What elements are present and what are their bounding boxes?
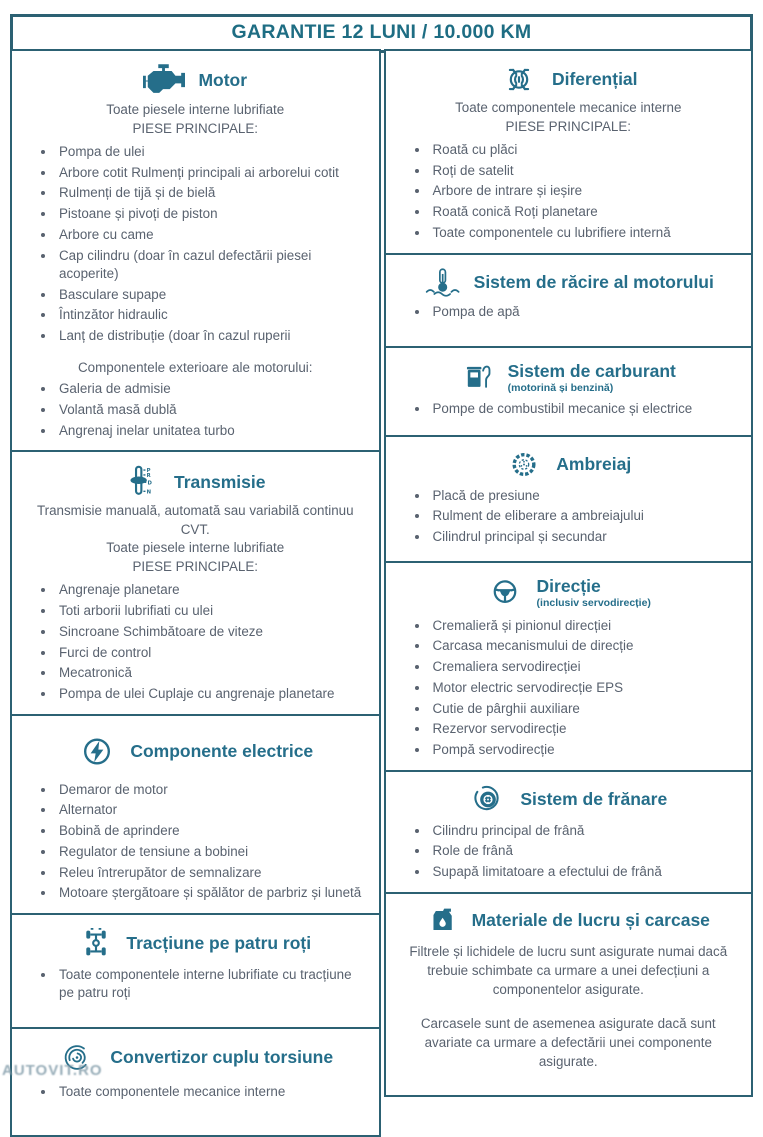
section-title: Ambreiaj xyxy=(556,454,632,475)
list-item: • Angrenaje planetare xyxy=(56,581,369,599)
list-item: • Cremaliera servodirecției xyxy=(430,658,742,676)
section-title: Componente electrice xyxy=(130,741,314,762)
text-line: Carcasele sunt de asemenea asigurate dacă sunt avariate ca urmare a defectării unei componente asigurate. xyxy=(420,1016,716,1070)
text-line: Transmisie manuală, automată sau variabilă continuu CVT. xyxy=(36,503,354,537)
section-title: Sistem de carburant xyxy=(507,360,676,381)
lightning-icon xyxy=(77,736,117,767)
section-title: Tracțiune pe patru roți xyxy=(126,932,312,953)
fuel-pump-icon xyxy=(461,363,495,392)
oil-canister-icon xyxy=(427,907,459,934)
list-item: • Volantă masă dublă xyxy=(56,401,369,419)
component-list xyxy=(22,143,369,345)
list-item: • Bobină de aprindere xyxy=(56,822,369,840)
component-list xyxy=(396,822,742,882)
list-item: • Cremalieră și pinionul direcției xyxy=(430,617,742,635)
text-line: PIESE PRINCIPALE: xyxy=(505,118,632,134)
watermark: AUTOVIT.RO xyxy=(2,1062,103,1079)
list-item: • Galeria de admisie xyxy=(56,380,369,398)
list-item: • Pompe de combustibil mecanice și electrice xyxy=(430,400,742,418)
list-item: • Cilindru principal de frână xyxy=(430,822,742,840)
component-list xyxy=(396,303,742,321)
steering-wheel-icon xyxy=(486,578,524,607)
list-item: • Arbore de intrare și ieșire xyxy=(430,182,742,200)
list-item: • Rulment de eliberare a ambreiajului xyxy=(430,507,742,525)
component-list xyxy=(22,966,369,1002)
right-column xyxy=(384,51,754,1137)
svg-text:P: P xyxy=(146,468,151,475)
list-item: • Toti arborii lubrifiati cu ulei xyxy=(56,602,369,620)
section-motor xyxy=(10,49,381,452)
list-item: • Supapă limitatoare a efectului de frână xyxy=(430,863,742,881)
section-intro xyxy=(26,502,365,576)
list-item: • Pompa de ulei Cuplaje cu angrenaje planetare xyxy=(56,685,369,703)
section-header xyxy=(396,361,742,394)
section-carburant xyxy=(384,346,754,437)
list-item: • Motor electric servodirecție EPS xyxy=(430,679,742,697)
list-item: • Lanț de distribuție (doar în cazul ruperii xyxy=(56,327,369,345)
section-title: Sistem de răcire al motorului xyxy=(473,272,714,293)
list-item: • Arbore cotit Rulmenți principali ai arborelui cotit xyxy=(56,164,369,182)
engine-icon xyxy=(143,64,185,97)
list-item: • Întinzător hidraulic xyxy=(56,306,369,324)
list-item: • Motoare ștergătoare și spălător de parbriz și lunetă xyxy=(56,884,369,902)
section-title: Sistem de frănare xyxy=(520,789,668,810)
list-item: • Toate componentele mecanice interne xyxy=(56,1083,369,1101)
list-item: • Mecatronică xyxy=(56,664,369,682)
list-item: • Roți de satelit xyxy=(430,162,742,180)
component-list xyxy=(22,581,369,703)
list-item: • Cilindrul principal și secundar xyxy=(430,528,742,546)
list-item: • Basculare supape xyxy=(56,286,369,304)
thermometer-icon xyxy=(423,268,461,297)
component-list xyxy=(22,781,369,903)
text-line: Toate piesele interne lubrifiate xyxy=(106,540,285,556)
list-item: • Arbore cu came xyxy=(56,226,369,244)
list-item: • Releu întrerupător de semnalizare xyxy=(56,864,369,882)
component-list xyxy=(396,141,742,242)
section-tractiune xyxy=(10,913,381,1029)
section-title: Motor xyxy=(198,70,248,91)
list-item: • Role de frână xyxy=(430,842,742,860)
section-header xyxy=(396,450,742,479)
left-column xyxy=(10,51,381,1137)
section-header xyxy=(22,465,369,498)
component-list xyxy=(22,380,369,440)
component-list xyxy=(396,487,742,547)
title-block xyxy=(508,361,676,394)
section-title: Diferențial xyxy=(551,69,638,90)
list-item: • Angrenaj inelar unitatea turbo xyxy=(56,422,369,440)
section-title: Direcție xyxy=(536,575,601,596)
list-item: • Pistoane și pivoți de piston xyxy=(56,205,369,223)
section-intro xyxy=(26,101,365,138)
list-item: • Rezervor servodirecție xyxy=(430,720,742,738)
list-item: • Furci de control xyxy=(56,644,369,662)
section-intro xyxy=(400,99,738,136)
text-line: PIESE PRINCIPALE: xyxy=(132,558,259,574)
differential-icon xyxy=(499,64,539,95)
section-diferential xyxy=(384,49,754,255)
section-paragraphs xyxy=(402,942,736,1071)
text-line: Filtrele și lichidele de lucru sunt asigurate numai dacă trebuie schimbate ca urmare a unei defecțiuni a componentelor asigurate. xyxy=(409,943,728,997)
section-subtitle: (inclusiv servodirecție) xyxy=(536,596,651,609)
section-materiale xyxy=(384,892,754,1097)
section-componente-electrice xyxy=(10,714,381,915)
list-item: • Roată cu plăci xyxy=(430,141,742,159)
columns xyxy=(10,51,753,1137)
title-block xyxy=(537,576,651,609)
section-title: Transmisie xyxy=(174,471,266,492)
text-line: PIESE PRINCIPALE: xyxy=(132,120,259,136)
svg-text:R: R xyxy=(146,473,151,480)
list-item: • Demaror de motor xyxy=(56,781,369,799)
list-item: • Carcasa mecanismului de direcție xyxy=(430,637,742,655)
list-item: • Alternator xyxy=(56,801,369,819)
list-item: • Cutie de pârghii auxiliare xyxy=(430,700,742,718)
section-franare xyxy=(384,770,754,894)
section-title: Convertizor cuplu torsiune xyxy=(110,1047,334,1068)
section-title: Materiale de lucru și carcase xyxy=(471,910,710,931)
section-header xyxy=(396,576,742,609)
section-subtitle: (motorină și benzină) xyxy=(507,381,614,394)
svg-text:D: D xyxy=(147,480,152,487)
list-item: • Cap cilindru (doar în cazul defectării piesei acoperite) xyxy=(56,247,369,283)
component-list xyxy=(396,617,742,760)
list-item: • Rulmenți de tijă și de bielă xyxy=(56,184,369,202)
section-header xyxy=(396,64,742,95)
list-item: • Pompa de apă xyxy=(430,303,742,321)
svg-text:N: N xyxy=(146,489,152,496)
text-line: Toate piesele interne lubrifiate xyxy=(106,102,285,117)
section-transmisie xyxy=(10,450,381,715)
title-bar xyxy=(10,14,753,53)
component-list xyxy=(396,400,742,418)
list-item: • Sincroane Schimbătoare de viteze xyxy=(56,623,369,641)
section-header xyxy=(396,907,742,934)
section-convertizor xyxy=(10,1027,381,1137)
section-directie xyxy=(384,561,754,772)
component-list xyxy=(22,1083,369,1101)
page-title: GARANTIE 12 LUNI / 10.000 KM xyxy=(231,21,532,43)
section-racire xyxy=(384,253,754,348)
list-item: • Regulator de tensiune a bobinei xyxy=(56,843,369,861)
list-item: • Toate componentele cu lubrifiere internă xyxy=(430,224,742,242)
clutch-disc-icon xyxy=(505,450,543,479)
section-header xyxy=(22,64,369,97)
section-header xyxy=(396,785,742,814)
section-header xyxy=(22,736,369,767)
list-item: • Pompă servodirecție xyxy=(430,741,742,759)
list-item: • Pompa de ulei xyxy=(56,143,369,161)
gear-shifter-icon xyxy=(125,465,161,498)
subsection-heading: Componentele exterioare ale motorului: xyxy=(78,360,313,376)
drivetrain-icon xyxy=(79,928,113,958)
section-header xyxy=(22,928,369,958)
section-ambreiaj xyxy=(384,435,754,563)
section-header xyxy=(396,268,742,297)
brake-disc-icon xyxy=(469,785,507,814)
text-line: Toate componentele mecanice interne xyxy=(455,100,682,115)
list-item: • Placă de presiune xyxy=(430,487,742,505)
list-item: • Roată conică Roți planetare xyxy=(430,203,742,221)
list-item: • Toate componentele interne lubrifiate cu tracțiune pe patru roți xyxy=(56,966,369,1002)
